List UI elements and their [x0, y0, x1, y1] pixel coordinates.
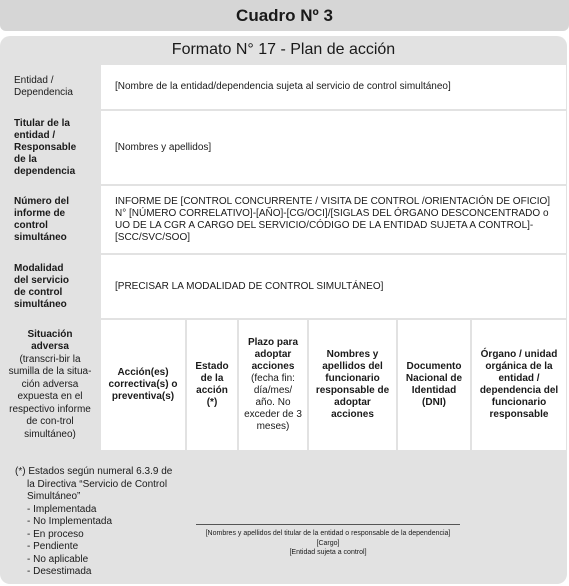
estado-item: - Desestimada	[27, 566, 92, 577]
situacion-desc: (transcri-bir la sumilla de la situa-ción adversa expuesta en el respectivo informe de con-trol simultáneo)	[8, 353, 92, 440]
estado-item: - En proceso	[27, 528, 84, 540]
col-nombres: Nombres y apellidos del funcionario responsable de adoptar acciones	[309, 320, 396, 450]
col-plazo-title: Plazo para adoptar acciones	[247, 337, 299, 372]
note-line-3: Simultáneo”	[27, 491, 81, 502]
estado-item: - No aplicable	[27, 553, 89, 565]
signature-name: [Nombres y apellidos del titular de la entidad o responsable de la dependencia]	[205, 530, 451, 537]
col-estado: Estado de la acción (*)	[187, 320, 237, 450]
col-plazo-desc: (fecha fin: día/mes/ año. No exceder de 3 meses)	[244, 373, 302, 432]
situacion-title: Situación adversa	[27, 328, 73, 353]
label-numero: Número del informe de control simultáneo	[14, 195, 70, 243]
label-modalidad: Modalidad del servicio de control simultáneo	[14, 262, 70, 310]
col-documento: Documento Nacional de Identidad (DNI)	[398, 320, 470, 450]
signature-line	[196, 524, 460, 525]
value-modalidad: [PRECISAR LA MODALIDAD DE CONTROL SIMULTÁNEO]	[101, 255, 566, 318]
estado-item: - Implementada	[27, 503, 97, 515]
label-entidad: Entidad / Dependencia	[14, 75, 73, 98]
signature-cargo: [Cargo]	[316, 539, 340, 547]
signature-block	[196, 524, 460, 558]
value-numero: INFORME DE [CONTROL CONCURRENTE / VISITA DE CONTROL /ORIENTACIÓN DE OFICIO] N° [NÚMERO CORRELATIVO]-[AÑO]-[CG/OCI]/[SIGLAS DEL ÓRGANO DESCONCENTRADO o UO DE LA CGR A CARGO DEL SERVICIO/CÓDIGO DE LA ENTIDAD SUJETA A CONTROL]-[SCC/SVC/SOO]	[101, 186, 566, 253]
note-line-1: (*) Estados según numeral 6.3.9 de	[15, 466, 173, 477]
col-plazo	[239, 320, 307, 450]
value-entidad: [Nombre de la entidad/dependencia sujeta al servicio de control simultáneo]	[101, 65, 566, 109]
signature-entidad: [Entidad sujeta a control]	[289, 549, 367, 556]
cuadro-title: Cuadro Nº 3	[0, 0, 569, 31]
value-titular: [Nombres y apellidos]	[101, 111, 566, 184]
estado-item: - No Implementada	[27, 516, 113, 527]
label-titular: Titular de la entidad / Responsable de la dependencia	[14, 117, 77, 177]
situacion-adversa-header	[0, 320, 100, 450]
col-accion: Acción(es) correctiva(s) o preventiva(s)	[101, 320, 185, 450]
estados-note	[15, 466, 185, 579]
note-line-2: la Directiva “Servicio de Control	[27, 478, 168, 490]
estado-item: - Pendiente	[27, 541, 79, 552]
form-title: Formato N° 17 - Plan de acción	[171, 41, 396, 58]
col-organo: Órgano / unidad orgánica de la entidad / dependencia del funcionario responsable	[472, 320, 566, 450]
